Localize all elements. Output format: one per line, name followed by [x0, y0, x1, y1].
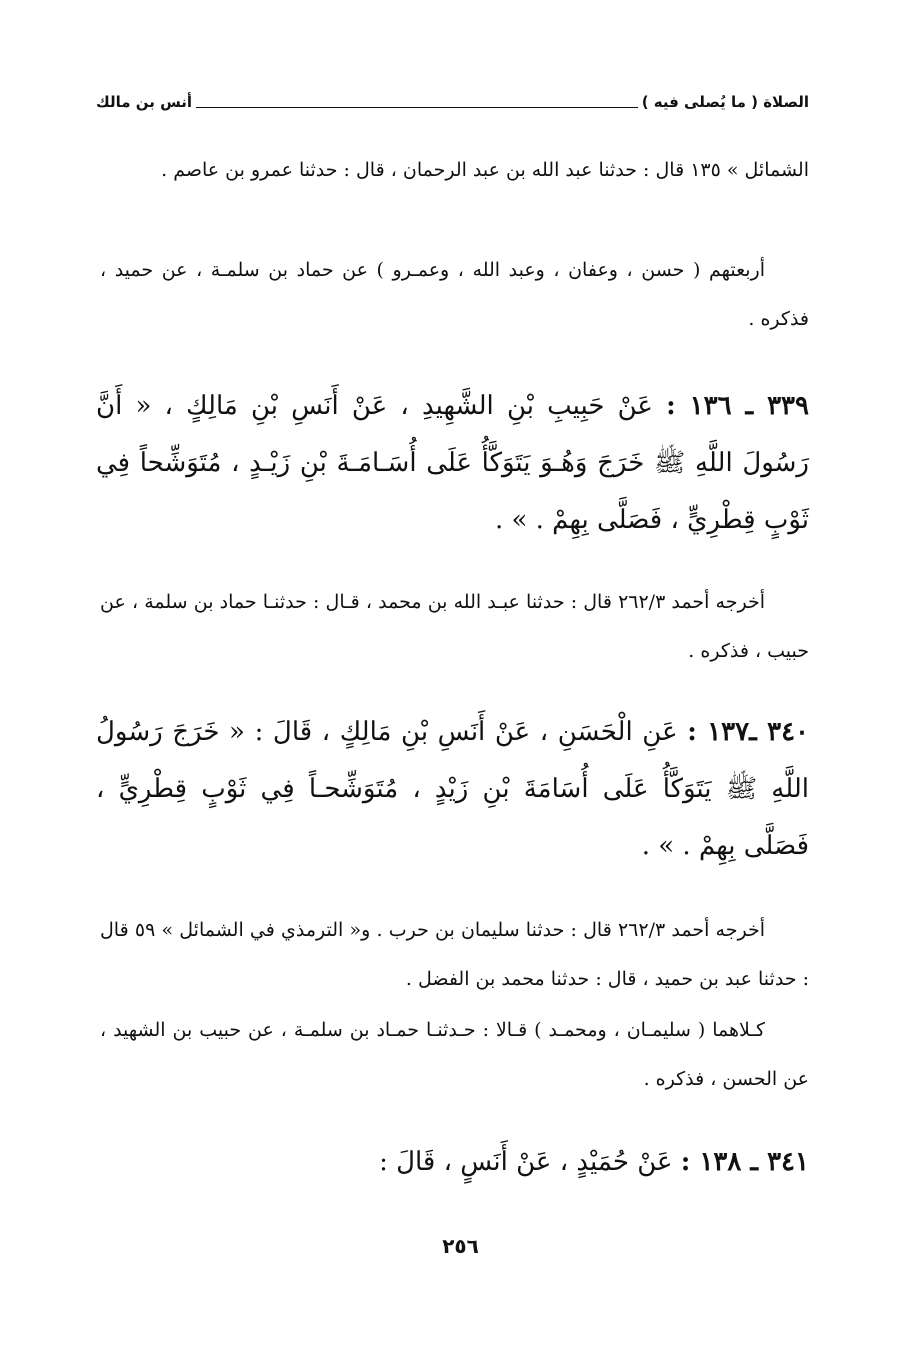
running-header — [96, 92, 809, 112]
header-narrator-name: أنس بن مالك — [96, 93, 193, 111]
hadith-number: ٣٣٩ ـ ١٣٦ : — [666, 391, 809, 421]
hadith-339 — [96, 378, 809, 549]
header-rule — [196, 107, 638, 108]
note-paragraph: أربعتهم ( حسن ، وعفان ، وعبد الله ، وعمـرو ) عن حماد بن سلمـة ، عن حميد ، فذكره . — [100, 259, 809, 330]
hadith-text: عَنْ حُمَيْدٍ ، عَنْ أَنَسٍ ، قَالَ : — [379, 1147, 673, 1177]
hadith-text: عَنْ حَبِيبِ بْنِ الشَّهِيدِ ، عَنْ أَنَسِ بْنِ مَالِكٍ ، « أَنَّ رَسُولَ اللَّهِ ﷺ خَرَجَ وَهُـوَ يَتَوَكَّأُ عَلَى أُسَـامَـةَ بْنِ زَيْـدٍ ، مُتَوَشِّحاً فِي ثَوْبٍ قِطْرِيٍّ ، فَصَلَّى بِهِمْ . » . — [96, 391, 809, 535]
note-paragraph: الشمائل » ١٣٥ قال : حدثنا عبد الله بن عبد الرحمان ، قال : حدثنا عمرو بن عاصم . — [161, 159, 809, 181]
note-paragraph: أخرجه أحمد ٢٦٢/٣ قال : حدثنا سليمان بن حرب . و« الترمذي في الشمائل » ٥٩ قال : حدثنا عبد بن حميد ، قال : حدثنا محمد بن الفضل . — [100, 919, 809, 990]
note-paragraph: كـلاهما ( سليمـان ، ومحمـد ) قـالا : حـدثنـا حمـاد بن سلمـة ، عن حبيب بن الشهيد ، عن الحسن ، فذكره . — [100, 1019, 809, 1090]
header-chapter-title: الصلاة ( ما يُصلى فيه ) — [641, 93, 809, 111]
hadith-number: ٣٤١ ـ ١٣٨ : — [680, 1147, 809, 1177]
hadith-number: ٣٤٠ ـ١٣٧ : — [687, 717, 810, 747]
hadith-340 — [96, 704, 809, 875]
page-number: ٢٥٦ — [442, 1234, 479, 1258]
note-paragraph: أخرجه أحمد ٢٦٢/٣ قال : حدثنا عبـد الله بن محمد ، قـال : حدثنـا حماد بن سلمة ، عن حبيب ، فذكره . — [100, 591, 809, 662]
hadith-text: عَنِ الْحَسَنِ ، عَنْ أَنَسِ بْنِ مَالِكٍ ، قَالَ : « خَرَجَ رَسُولُ اللَّهِ ﷺ يَتَوَكَّأُ عَلَى أُسَامَةَ بْنِ زَيْدٍ ، مُتَوَشِّحـاً فِي ثَوْبٍ قِطْرِيٍّ ، فَصَلَّى بِهِمْ . » . — [96, 717, 809, 861]
hadith-341 — [96, 1134, 809, 1191]
